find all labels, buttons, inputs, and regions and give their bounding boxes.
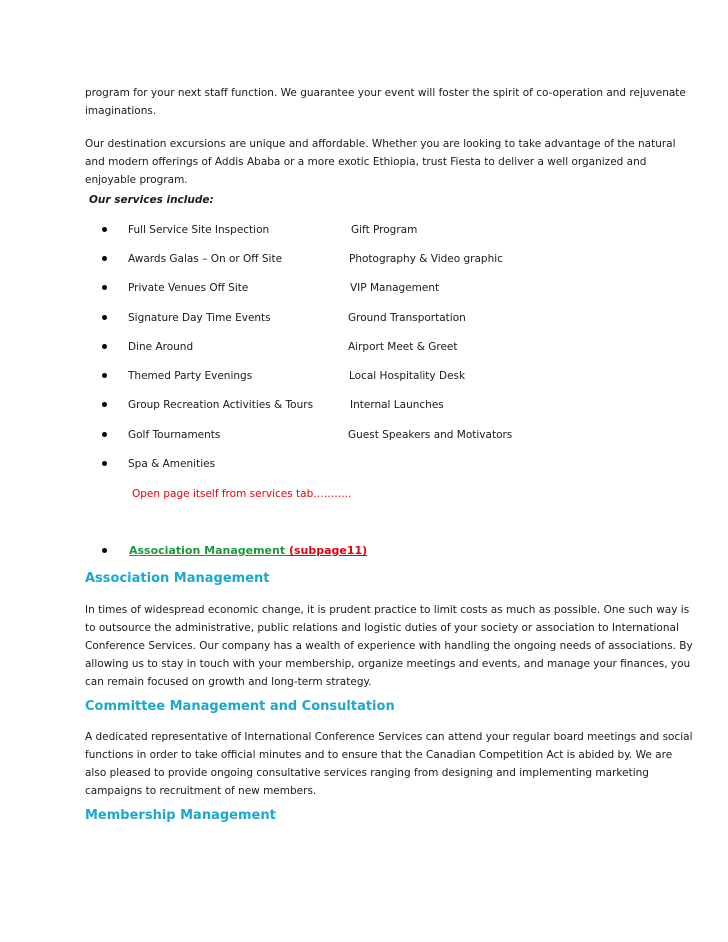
service-item: Themed Party Evenings [128, 370, 253, 382]
membership-heading: Membership Management [85, 808, 276, 823]
text-line: can remain focused on growth and long-term strategy. [85, 676, 372, 688]
text-line: Our destination excursions are unique and affordable. Whether you are looking to take advantage of the natural [85, 138, 676, 150]
service-item: Spa & Amenities [128, 458, 216, 470]
bullet-icon [102, 548, 107, 553]
service-item: Photography & Video graphic [349, 253, 503, 265]
text-line: Conference Services. Our company has a wealth of experience with handling the ongoing needs of associations. By [85, 640, 693, 652]
association-link-label[interactable]: Association Management [129, 544, 286, 557]
association-heading: Association Management [85, 571, 270, 586]
intro-paragraph [85, 84, 686, 120]
service-row [0, 367, 728, 385]
service-row [0, 250, 728, 268]
committee-paragraph [85, 728, 693, 800]
service-item: Signature Day Time Events [128, 312, 271, 324]
service-item: Ground Transportation [348, 312, 466, 324]
services-heading: Our services include: [89, 194, 214, 206]
service-row [0, 426, 728, 444]
bullet-icon [102, 344, 107, 349]
text-line: functions in order to take official minutes and to ensure that the Canadian Competition Act is abided by. We are [85, 749, 673, 761]
text-line: imaginations. [85, 105, 157, 117]
bullet-icon [102, 461, 107, 466]
text-line: allowing us to stay in touch with your membership, organize meetings and events, and manage your finances, you [85, 658, 691, 670]
bullet-icon [102, 256, 107, 261]
subpage-tag: (subpage11) [288, 544, 368, 557]
bullet-icon [102, 227, 107, 232]
service-row [0, 279, 728, 297]
service-item: Airport Meet & Greet [348, 341, 458, 353]
service-row [0, 338, 728, 356]
association-link-row [0, 542, 728, 560]
service-row [0, 455, 728, 473]
bullet-icon [102, 285, 107, 290]
service-item: Full Service Site Inspection [128, 224, 270, 236]
service-item: Gift Program [351, 224, 418, 236]
bullet-icon [102, 432, 107, 437]
committee-heading: Committee Management and Consultation [85, 699, 395, 714]
text-line: In times of widespread economic change, it is prudent practice to limit costs as much as possible. One such way is [85, 604, 690, 616]
service-item: Golf Tournaments [128, 429, 221, 441]
service-item: VIP Management [350, 282, 440, 294]
association-management-link[interactable] [129, 542, 367, 560]
text-line: also pleased to provide ongoing consultative services ranging from designing and implementing marketing [85, 767, 649, 779]
service-item: Internal Launches [350, 399, 444, 411]
service-item: Private Venues Off Site [128, 282, 249, 294]
service-item: Group Recreation Activities & Tours [128, 399, 314, 411]
bullet-icon [102, 315, 107, 320]
text-line: to outsource the administrative, public relations and logistic duties of your society or association to International [85, 622, 679, 634]
service-item: Guest Speakers and Motivators [348, 429, 513, 441]
service-item: Awards Galas – On or Off Site [128, 253, 283, 265]
service-item: Dine Around [128, 341, 194, 353]
text-line: A dedicated representative of International Conference Services can attend your regular board meetings and social [85, 731, 693, 743]
text-line: and modern offerings of Addis Ababa or a more exotic Ethiopia, trust Fiesta to deliver a well organized and [85, 156, 647, 168]
service-row [0, 221, 728, 239]
text-line: campaigns to recruitment of new members. [85, 785, 317, 797]
services-note: Open page itself from services tab……….. [132, 488, 352, 500]
association-paragraph [85, 601, 693, 691]
destination-paragraph [85, 135, 676, 189]
text-line: enjoyable program. [85, 174, 188, 186]
service-row [0, 309, 728, 327]
service-item: Local Hospitality Desk [349, 370, 466, 382]
service-row [0, 396, 728, 414]
text-line: program for your next staff function. We guarantee your event will foster the spirit of co-operation and rejuvenate [85, 87, 686, 99]
bullet-icon [102, 402, 107, 407]
bullet-icon [102, 373, 107, 378]
